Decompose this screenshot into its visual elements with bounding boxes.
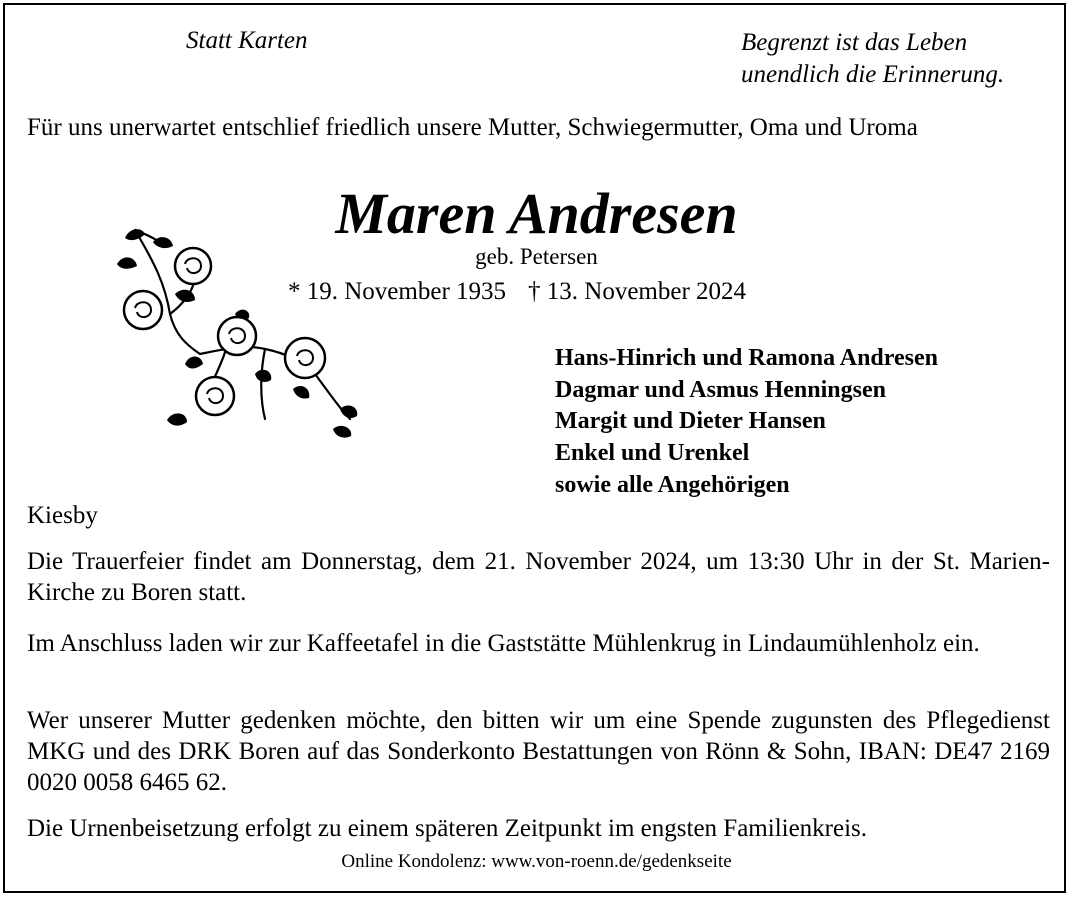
deceased-name: Maren Andresen [335, 181, 738, 246]
family-member: Margit und Dieter Hansen [555, 408, 826, 435]
roses-illustration [115, 224, 365, 446]
donation-info: Wer unserer Mutter gedenken möchte, den bitten wir um eine Spende zugunsten des Pflegedienst MKG und des DRK Boren auf das Sonderkonto Bestattungen von Rönn & Sohn, IBAN: DE47 2169 0020 0058 6465 62. [27, 707, 1050, 796]
statt-karten-label: Statt Karten [186, 27, 308, 54]
family-member: Hans-Hinrich und Ramona Andresen [555, 345, 938, 371]
family-member: Dagmar und Asmus Henningsen [555, 376, 886, 403]
family-member: sowie alle Angehörigen [555, 471, 790, 498]
online-condolence: Online Kondolenz: www.von-roenn.de/gedenkseite [341, 851, 732, 872]
funeral-info: Die Trauerfeier findet am Donnerstag, dem 21. November 2024, um 13:30 Uhr in der St. Marien-Kirche zu Boren statt. [27, 548, 1050, 606]
family-member: Enkel und Urenkel [555, 440, 750, 467]
birth-date: * 19. November 1935 [288, 278, 507, 305]
motto-line-2: unendlich die Erinnerung. [741, 61, 1005, 88]
motto-line-1: Begrenzt ist das Leben [741, 29, 968, 56]
death-date: † 13. November 2024 [528, 278, 747, 305]
place-name: Kiesby [27, 502, 98, 529]
burial-info: Die Urnenbeisetzung erfolgt zu einem späteren Zeitpunkt im engsten Familienkreis. [27, 815, 868, 842]
motto [741, 27, 1004, 91]
family-list [555, 343, 938, 502]
intro-text: Für uns unerwartet entschlief friedlich unsere Mutter, Schwiegermutter, Oma und Uroma [27, 114, 918, 141]
maiden-name: geb. Petersen [475, 244, 598, 269]
reception-info: Im Anschluss laden wir zur Kaffeetafel in die Gaststätte Mühlenkrug in Lindaumühlenholz ein. [27, 630, 980, 657]
